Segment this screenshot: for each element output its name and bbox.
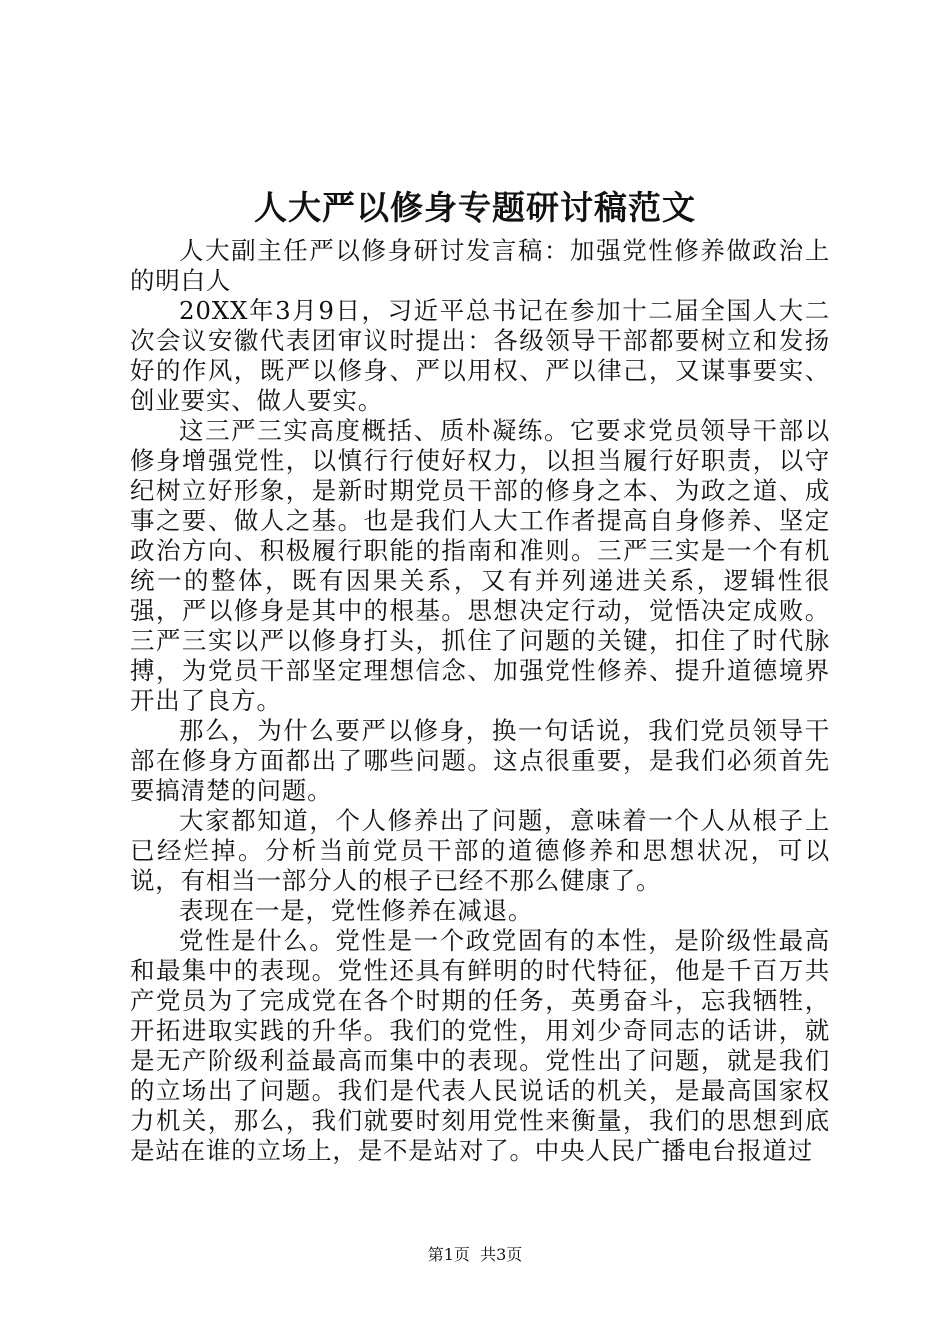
page-number-label: 第1页 共3页 [427,1245,523,1264]
paragraph-subtitle: 人大副主任严以修身研讨发言稿：加强党性修养做政治上的明白人 [130,236,830,295]
paragraph-4: 大家都知道，个人修养出了问题，意味着一个人从根子上已经烂掉。分析当前党员干部的道德修养和思想状况，可以说，有相当一部分人的根子已经不那么健康了。 [130,806,830,895]
paragraph-6: 党性是什么。党性是一个政党固有的本性，是阶级性最高和最集中的表现。党性还具有鲜明的时代特征，他是千百万共产党员为了完成党在各个时期的任务，英勇奋斗，忘我牺牲，开拓进取实践的升华。我们的党性，用刘少奇同志的话讲，就是无产阶级利益最高而集中的表现。党性出了问题，就是我们的立场出了问题。我们是代表人民说话的机关，是最高国家权力机关，那么，我们就要时刻用党性来衡量，我们的思想到底是站在谁的立场上，是不是站对了。中央人民广播电台报道过 [130,926,830,1165]
document-body [130,236,830,1166]
paragraph-5: 表现在一是，党性修养在减退。 [179,896,534,925]
document-title: 人大严以修身专题研讨稿范文 [254,188,696,227]
page-footer [0,1244,950,1266]
paragraph-2: 这三严三实高度概括、质朴凝练。它要求党员领导干部以修身增强党性，以慎行行使好权力，以担当履行好职责，以守纪树立好形象，是新时期党员干部的修身之本、为政之道、成事之要、做人之基。也是我们人大工作者提高自身修养、坚定政治方向、积极履行职能的指南和准则。三严三实是一个有机统一的整体，既有因果关系，又有并列递进关系，逻辑性很强，严以修身是其中的根基。思想决定行动，觉悟决定成败。三严三实以严以修身打头，抓住了问题的关键，扣住了时代脉搏，为党员干部坚定理想信念、加强党性修养、提升道德境界开出了良方。 [130,416,830,715]
paragraph-3: 那么，为什么要严以修身，换一句话说，我们党员领导干部在修身方面都出了哪些问题。这点很重要，是我们必须首先要搞清楚的问题。 [130,716,830,805]
paragraph-1: 20XX年3月9日，习近平总书记在参加十二届全国人大二次会议安徽代表团审议时提出：各级领导干部都要树立和发扬好的作风，既严以修身、严以用权、严以律己，又谋事要实、创业要实、做人要实。 [130,296,830,415]
